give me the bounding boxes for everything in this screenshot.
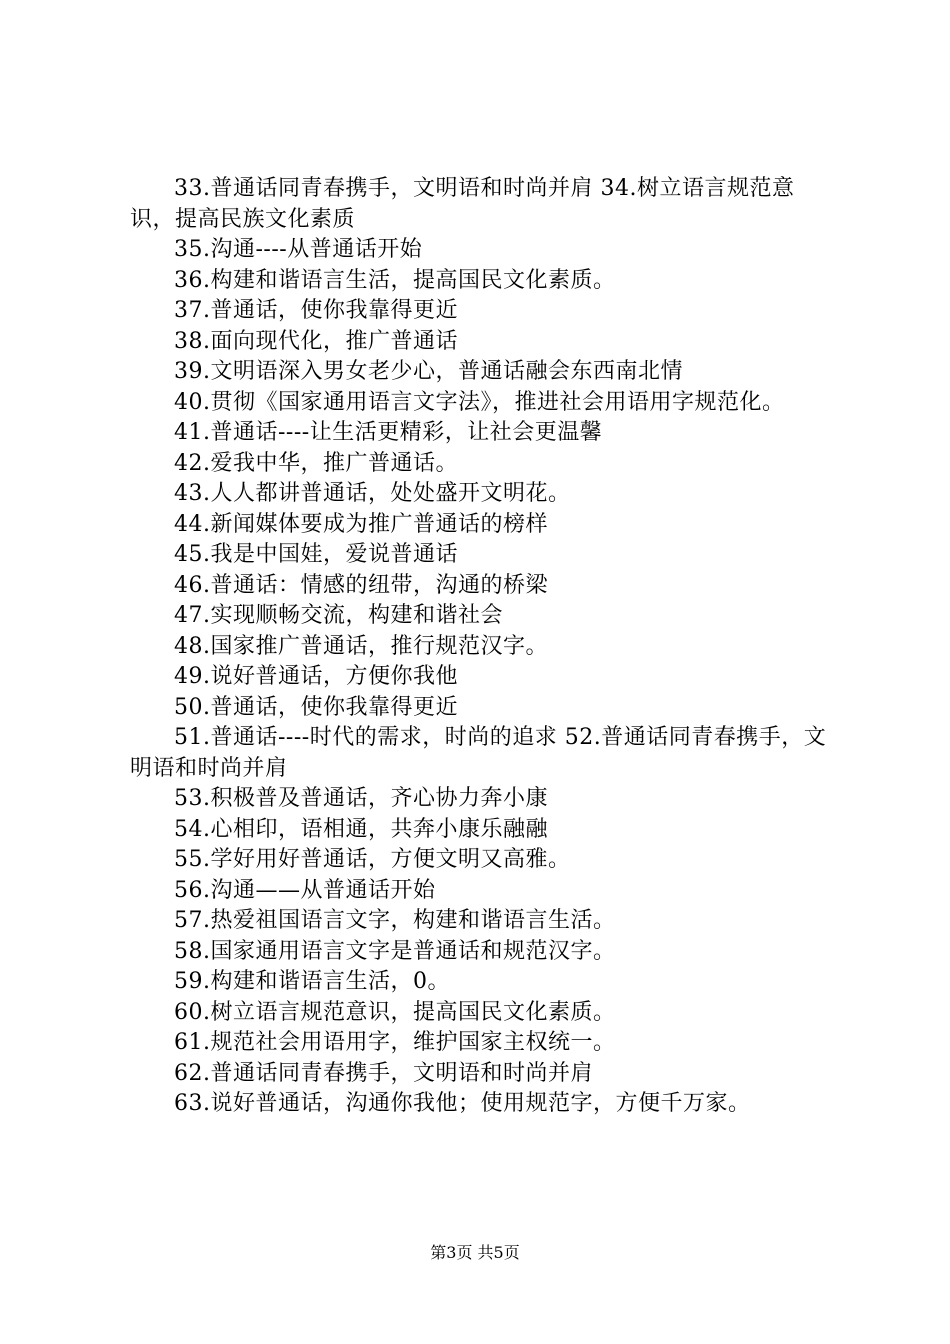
paragraph: 44.新闻媒体要成为推广普通话的榜样 (174, 511, 548, 537)
paragraph: 54.心相印，语相通，共奔小康乐融融 (174, 816, 548, 842)
paragraph: 63.说好普通话，沟通你我他；使用规范字，方便千万家。 (174, 1091, 751, 1116)
paragraph: 39.文明语深入男女老少心，普通话融会东西南北情 (174, 359, 683, 384)
paragraph: 41.普通话----让生活更精彩，让社会更温馨 (174, 420, 603, 445)
paragraph: 38.面向现代化，推广普通话 (174, 328, 458, 354)
paragraph: 45.我是中国娃，爱说普通话 (174, 542, 458, 567)
paragraph: 60.树立语言规范意识，提高国民文化素质。 (174, 999, 616, 1025)
paragraph: 37.普通话，使你我靠得更近 (174, 298, 458, 323)
paragraph: 42.爱我中华，推广普通话。 (174, 450, 458, 476)
paragraph: 53.积极普及普通话，齐心协力奔小康 (174, 786, 548, 811)
paragraph: 46.普通话：情感的纽带，沟通的桥梁 (174, 572, 548, 598)
paragraph: 51.普通话----时代的需求，时尚的追求 52.普通话同青春携手，文明语和时尚并肩 (130, 725, 827, 781)
page-footer (0, 1243, 950, 1263)
document-body (130, 174, 830, 1120)
paragraph: 36.构建和谐语言生活，提高国民文化素质。 (174, 267, 616, 293)
paragraph: 40.贯彻《国家通用语言文字法》，推进社会用语用字规范化。 (174, 389, 785, 415)
paragraph: 43.人人都讲普通话，处处盛开文明花。 (174, 481, 571, 506)
paragraph: 48.国家推广普通话，推行规范汉字。 (174, 633, 548, 659)
paragraph: 62.普通话同青春携手，文明语和时尚并肩 (174, 1060, 593, 1086)
paragraph: 47.实现顺畅交流，构建和谐社会 (174, 603, 503, 628)
paragraph: 33.普通话同青春携手，文明语和时尚并肩 34.树立语言规范意识，提高民族文化素质 (130, 176, 795, 232)
paragraph: 49.说好普通话，方便你我他 (174, 664, 458, 689)
paragraph: 56.沟通——从普通话开始 (174, 877, 436, 903)
paragraph: 61.规范社会用语用字，维护国家主权统一。 (174, 1030, 616, 1055)
page-number: 第3页 共5页 (430, 1243, 520, 1262)
paragraph: 55.学好用好普通话，方便文明又高雅。 (174, 847, 571, 872)
paragraph: 50.普通话，使你我靠得更近 (174, 694, 458, 720)
paragraph: 58.国家通用语言文字是普通话和规范汉字。 (174, 938, 616, 964)
paragraph: 35.沟通----从普通话开始 (174, 237, 423, 262)
paragraph: 57.热爱祖国语言文字，构建和谐语言生活。 (174, 908, 616, 933)
paragraph: 59.构建和谐语言生活，0。 (174, 969, 450, 994)
